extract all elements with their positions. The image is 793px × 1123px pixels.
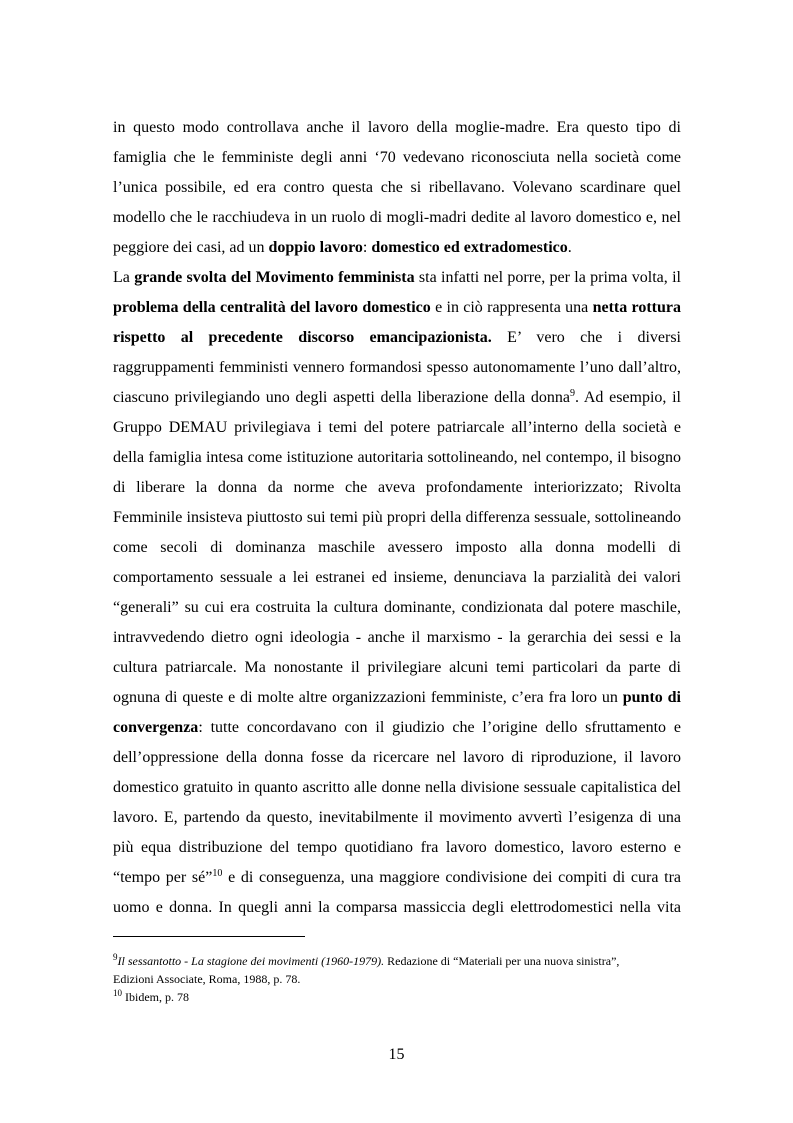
- bold-text: grande svolta del Movimento femminista: [134, 269, 415, 286]
- text-line: [113, 716, 681, 740]
- text-line: [113, 476, 681, 500]
- text-line: [113, 746, 681, 770]
- line-text: . Ad esempio, il: [575, 389, 681, 406]
- footnote-ref[interactable]: 9: [570, 388, 576, 399]
- line-text: “generali” su cui era costruita la cultura dominante, condizionata dal potere maschile,: [113, 599, 681, 616]
- text-line: [113, 296, 681, 320]
- footnote-text: Redazione di “Materiali per una nuova sinistra”,: [384, 954, 620, 968]
- line-text: famiglia che le femministe degli anni ‘70 vedevano riconosciuta nella società come: [113, 149, 681, 166]
- footnote-text: Ibidem, p. 78: [122, 990, 189, 1004]
- text-line: [113, 356, 681, 380]
- line-text: cultura patriarcale. Ma nonostante il privilegiare alcuni temi particolari da parte di: [113, 659, 681, 676]
- line-text: più equa distribuzione del tempo quotidiano fra lavoro domestico, lavoro esterno e: [113, 839, 681, 856]
- line-text: e in ciò rappresenta una: [430, 299, 593, 316]
- footnote-text: Edizioni Associate, Roma, 1988, p. 78.: [113, 972, 301, 986]
- text-line: [113, 416, 681, 440]
- line-text: della famiglia intesa come istituzione autoritaria sottolineando, nel contempo, il bisogno: [113, 449, 681, 466]
- footnote-9: [113, 953, 619, 969]
- text-line: [113, 236, 681, 260]
- line-text: domestico gratuito in quanto ascritto alle donne nella divisione sessuale capitalistica del: [113, 779, 681, 796]
- line-text: Femminile insisteva piuttosto sui temi più propri della differenza sessuale, sottolineando: [113, 509, 681, 526]
- line-text: La: [113, 269, 135, 286]
- line-text: :: [362, 239, 372, 256]
- bold-text: convergenza: [113, 719, 199, 736]
- line-text: modello che le racchiudeva in un ruolo di mogli-madri dedite al lavoro domestico e, nel: [113, 209, 681, 226]
- bold-text: problema della centralità del lavoro domestico: [113, 299, 431, 316]
- text-line: [113, 776, 681, 800]
- text-line: [113, 686, 681, 710]
- line-text: lavoro. E, partendo da questo, inevitabilmente il movimento avvertì l’esigenza di una: [113, 809, 681, 826]
- text-line: [113, 506, 681, 530]
- text-line: [113, 536, 681, 560]
- text-line: [113, 626, 681, 650]
- footnote-10: [113, 989, 189, 1005]
- line-text: comportamento sessuale a lei estranei ed insieme, denunciava la parzialità dei valori: [113, 569, 681, 586]
- text-line: [113, 896, 681, 920]
- bold-text: netta rottura: [592, 299, 681, 316]
- line-text: ognuna di queste e di molte altre organizzazioni femministe, c’era fra loro un: [113, 689, 623, 706]
- text-line: [113, 866, 681, 890]
- bold-text: punto di: [622, 689, 682, 706]
- text-line: [113, 566, 681, 590]
- text-line: [113, 176, 681, 200]
- text-line: [113, 446, 681, 470]
- text-line: [113, 206, 681, 230]
- bold-text: rispetto al precedente discorso emancipazionista.: [113, 329, 492, 346]
- text-line: [113, 326, 681, 350]
- line-text: e di conseguenza, una maggiore condivisione dei compiti di cura tra: [222, 869, 682, 886]
- footnote-9-continued: [113, 971, 300, 987]
- line-text: uomo e donna. In quegli anni la comparsa massiccia degli elettrodomestici nella vita: [113, 899, 681, 916]
- text-line: [113, 596, 681, 620]
- text-line: [113, 656, 681, 680]
- line-text: “tempo per sé”: [113, 869, 213, 886]
- text-line: [113, 266, 681, 290]
- bold-text: doppio lavoro: [268, 239, 363, 256]
- text-line: [113, 386, 681, 410]
- line-text: sta infatti nel porre, per la prima volta, il: [414, 269, 682, 286]
- footnote-number: 9: [113, 952, 118, 962]
- line-text: dell’oppressione della donna fosse da ricercare nel lavoro di riproduzione, il lavoro: [113, 749, 681, 766]
- line-text: Gruppo DEMAU privilegiava i temi del potere patriarcale all’interno della società e: [113, 419, 681, 436]
- line-text: come secoli di dominanza maschile avessero imposto alla donna modelli di: [113, 539, 681, 556]
- line-text: intravvedendo dietro ogni ideologia - anche il marxismo - la gerarchia dei sessi e la: [113, 629, 681, 646]
- line-text: raggruppamenti femministi vennero formandosi spesso autonomamente l’uno dall’altro,: [113, 359, 681, 376]
- footnote-separator: [113, 936, 305, 937]
- bold-text: domestico ed extradomestico: [371, 239, 568, 256]
- line-text: di liberare la donna da norme che aveva profondamente interiorizzato; Rivolta: [113, 479, 681, 496]
- footnote-number: 10: [113, 988, 122, 998]
- footnote-title: Il sessantotto - La stagione dei movimenti (1960-1979).: [117, 954, 385, 968]
- line-text: l’unica possibile, ed era contro questa che si ribellavano. Volevano scardinare quel: [113, 179, 681, 196]
- line-text: : tutte concordavano con il giudizio che l’origine dello sfruttamento e: [198, 719, 681, 736]
- line-text: .: [567, 239, 572, 256]
- page-number: 15: [388, 1046, 405, 1063]
- text-line: [113, 836, 681, 860]
- text-line: [113, 116, 681, 140]
- footnote-ref[interactable]: 10: [212, 868, 223, 879]
- line-text: E’ vero che i diversi: [491, 329, 681, 346]
- text-line: [113, 806, 681, 830]
- line-text: peggiore dei casi, ad un: [113, 239, 269, 256]
- line-text: ciascuno privilegiando uno degli aspetti della liberazione della donna: [113, 389, 571, 406]
- line-text: in questo modo controllava anche il lavoro della moglie-madre. Era questo tipo di: [113, 119, 681, 136]
- text-line: [113, 146, 681, 170]
